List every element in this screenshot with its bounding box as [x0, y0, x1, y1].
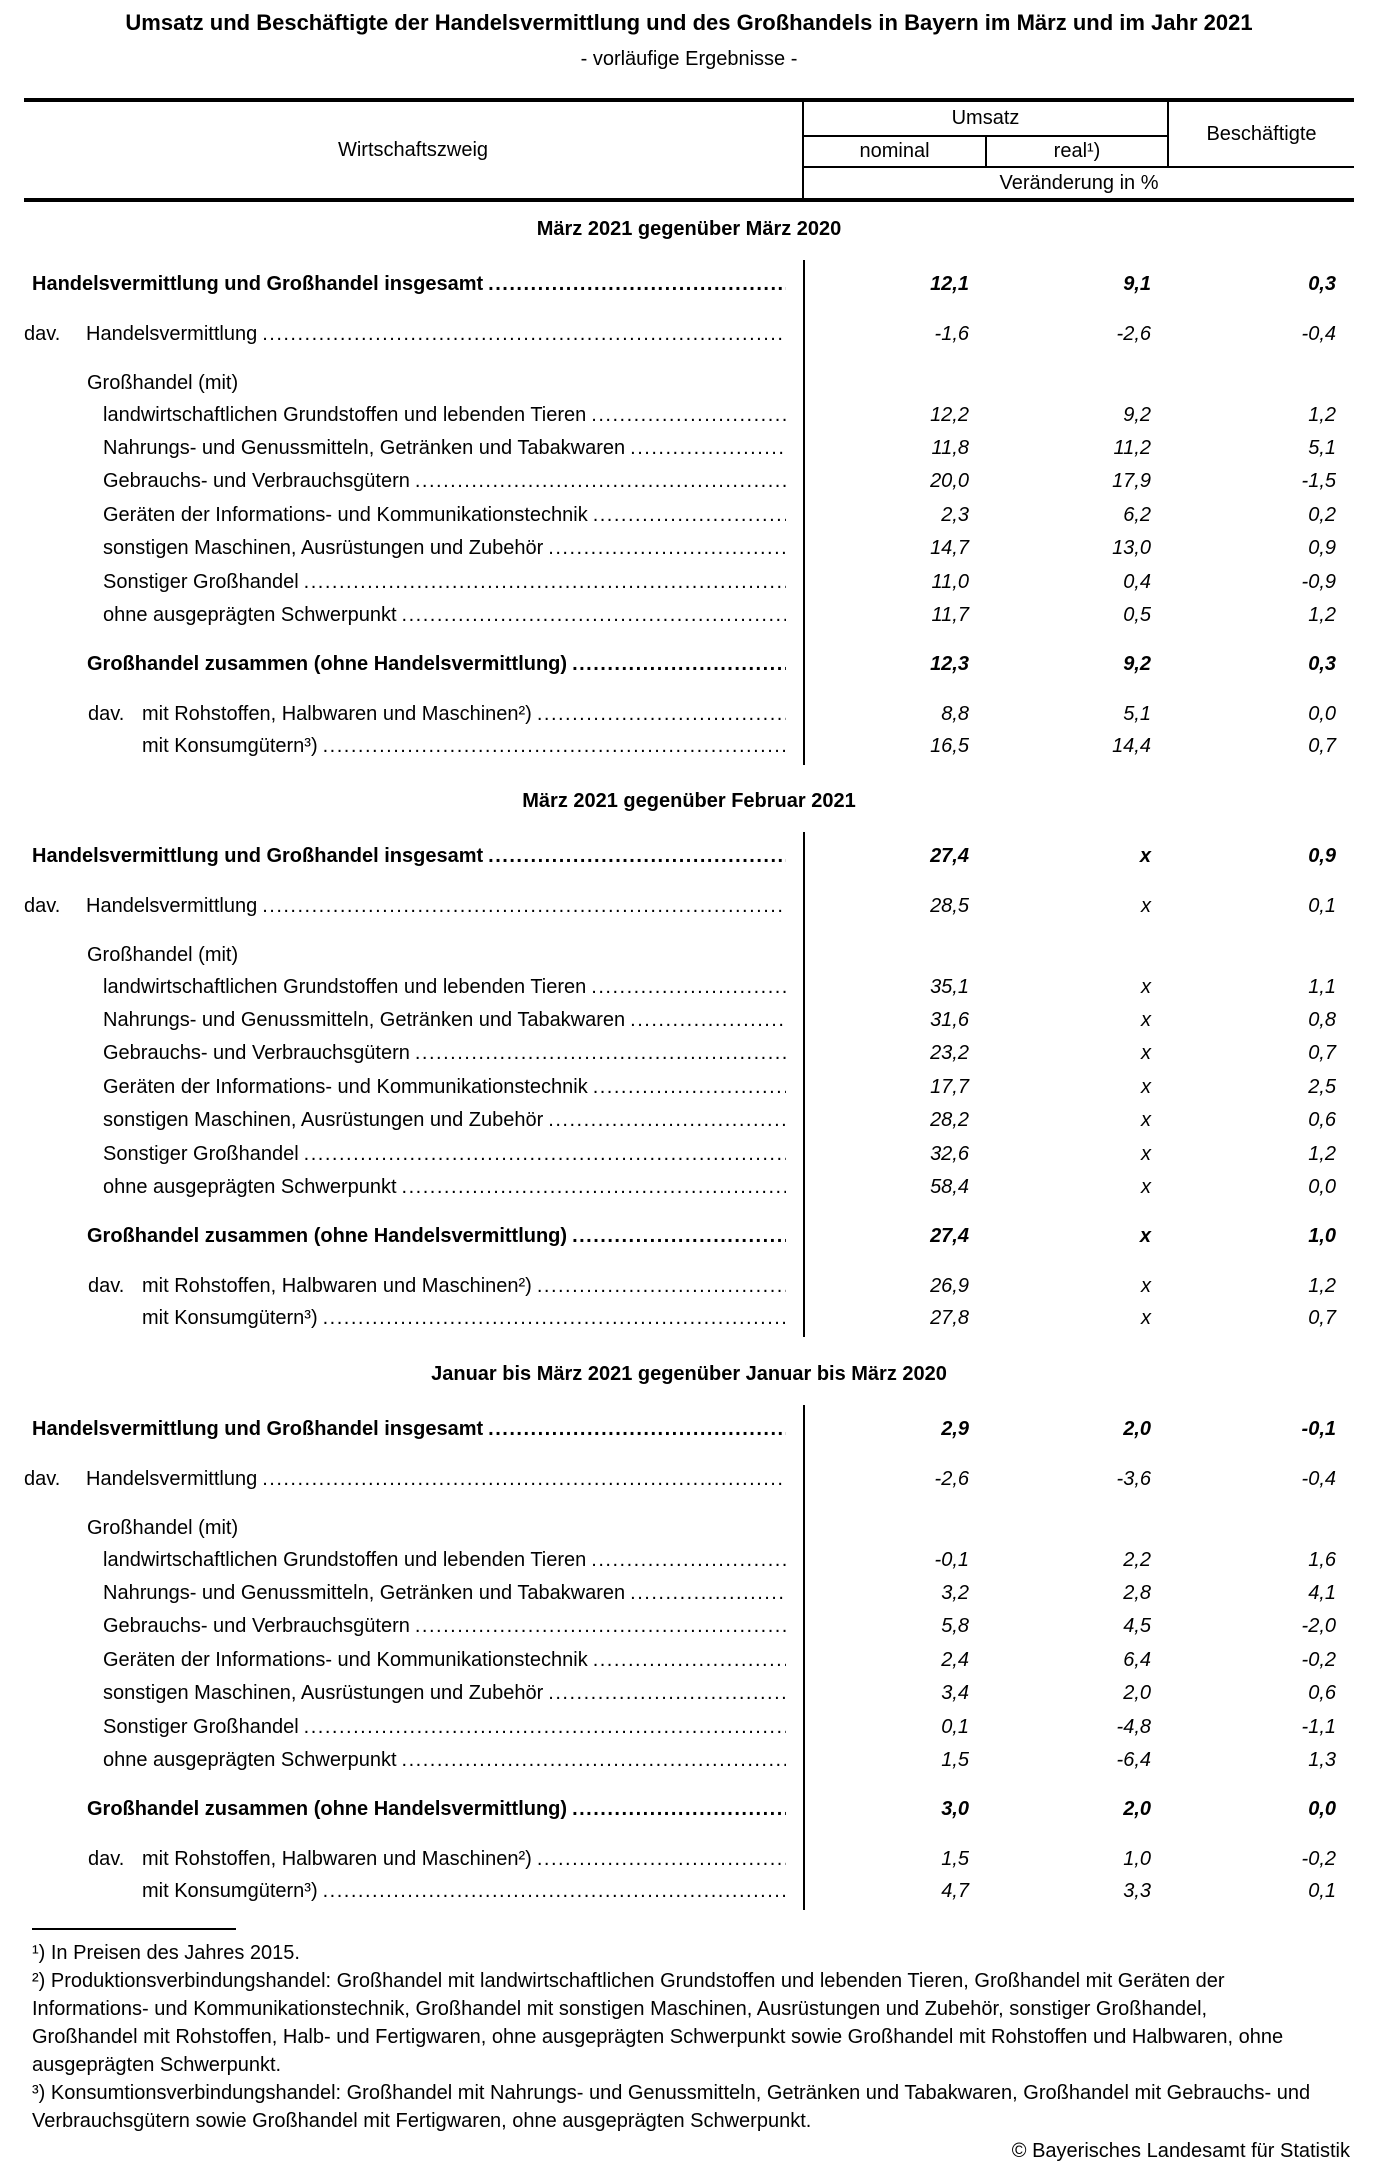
davon-marker: dav. [24, 323, 61, 345]
value-nominal: 20,0 [930, 470, 969, 492]
value-beschaeftigte: 1,3 [1308, 1749, 1336, 1771]
footnote-2-line-2: Informations- und Kommunikationstechnik, Großhandel mit sonstigen Maschinen, Ausrüstungen und Zubehör, sonstiger Großhandel, [32, 1998, 1208, 2020]
row-label: sonstigen Maschinen, Ausrüstungen und Zubehör [103, 1109, 544, 1131]
row-label: Handelsvermittlung [86, 323, 258, 345]
dot-leader [262, 321, 786, 347]
value-beschaeftigte: 1,2 [1308, 1275, 1336, 1297]
table-row-landwirtschaft [24, 974, 1354, 1000]
value-real: 1,0 [1123, 1848, 1151, 1870]
dot-leader [572, 1223, 786, 1249]
table-row-ohne-schwerpunkt [24, 1174, 1354, 1200]
value-nominal: 11,0 [931, 571, 969, 593]
table-row-grosshandel-mit [24, 942, 1354, 968]
value-real: 14,4 [1112, 735, 1151, 757]
value-real: 9,1 [1123, 273, 1151, 295]
value-beschaeftigte: 0,0 [1308, 703, 1336, 725]
table-row-nahrung [24, 1007, 1354, 1033]
value-real: x [1141, 1307, 1151, 1329]
table-row-landwirtschaft [24, 402, 1354, 428]
dot-leader [537, 701, 786, 727]
value-beschaeftigte: 2,5 [1308, 1076, 1336, 1098]
value-real: x [1141, 1042, 1151, 1064]
value-nominal: 27,4 [930, 1225, 969, 1247]
dot-leader [304, 1714, 786, 1740]
value-beschaeftigte: -0,4 [1301, 1468, 1336, 1490]
value-real: 6,2 [1123, 504, 1151, 526]
copyright-notice: © Bayerisches Landesamt für Statistik [1011, 2140, 1350, 2162]
footnote-2-line-3: Großhandel mit Rohstoffen, Halb- und Fertigwaren, ohne ausgeprägten Schwerpunkt sowie Großhandel mit Rohstoffen und Halbwaren, ohne [32, 2026, 1284, 2048]
table-row-ohne-schwerpunkt [24, 1747, 1354, 1773]
value-real: 11,2 [1113, 437, 1151, 459]
table-row-total [24, 271, 1354, 297]
row-label: mit Rohstoffen, Halbwaren und Maschinen²) [142, 703, 532, 725]
value-beschaeftigte: -1,5 [1301, 470, 1336, 492]
value-beschaeftigte: 1,0 [1308, 1225, 1336, 1247]
table-row-gebrauchsgueter [24, 1040, 1354, 1066]
row-label: Geräten der Informations- und Kommunikationstechnik [103, 1076, 588, 1098]
dot-leader [548, 1680, 786, 1706]
footnote-2-line-4: ausgeprägten Schwerpunkt. [32, 2054, 282, 2076]
value-real: x [1139, 845, 1151, 867]
dot-leader [548, 1107, 786, 1133]
value-real: 17,9 [1112, 470, 1151, 492]
value-nominal: -2,6 [934, 1468, 969, 1490]
dot-leader [488, 1416, 786, 1442]
value-nominal: 11,8 [931, 437, 969, 459]
row-label: ohne ausgeprägten Schwerpunkt [103, 604, 397, 626]
row-label: mit Rohstoffen, Halbwaren und Maschinen²) [142, 1275, 532, 1297]
value-beschaeftigte: -0,1 [1301, 1418, 1336, 1440]
value-nominal: 16,5 [930, 735, 969, 757]
value-beschaeftigte: 1,2 [1308, 604, 1336, 626]
value-nominal: 26,9 [930, 1275, 969, 1297]
value-nominal: -1,6 [934, 323, 969, 345]
row-label: mit Konsumgütern³) [142, 735, 318, 757]
row-label: Nahrungs- und Genussmitteln, Getränken und Tabakwaren [103, 1009, 626, 1031]
section-maerz-vs-februar-2021 [24, 790, 1354, 1335]
value-beschaeftigte: 0,7 [1308, 735, 1336, 757]
dot-leader [537, 1846, 786, 1872]
value-beschaeftigte: -0,2 [1301, 1848, 1336, 1870]
value-real: x [1141, 1009, 1151, 1031]
dot-leader [593, 1647, 786, 1673]
value-nominal: 2,3 [941, 504, 969, 526]
row-label: mit Rohstoffen, Halbwaren und Maschinen²) [142, 1848, 532, 1870]
value-nominal: 27,4 [930, 845, 969, 867]
value-nominal: 4,7 [941, 1880, 969, 1902]
value-beschaeftigte: 1,2 [1308, 1143, 1336, 1165]
section-maerz-vs-maerz-2020 [24, 218, 1354, 763]
value-nominal: 28,5 [930, 895, 969, 917]
value-beschaeftigte: 0,9 [1308, 537, 1336, 559]
value-nominal: 5,8 [941, 1615, 969, 1637]
value-real: 2,0 [1123, 1682, 1151, 1704]
value-real: x [1141, 1076, 1151, 1098]
table-row-konsumgueter [24, 1305, 1354, 1331]
row-label: Gebrauchs- und Verbrauchsgütern [103, 1615, 410, 1637]
row-label: mit Konsumgütern³) [142, 1880, 318, 1902]
row-label: Geräten der Informations- und Kommunikationstechnik [103, 504, 588, 526]
dot-leader [630, 1007, 786, 1033]
footnote-3-line-2: Verbrauchsgütern sowie Großhandel mit Fertigwaren, ohne ausgeprägten Schwerpunkt. [32, 2110, 812, 2132]
dot-leader [591, 974, 786, 1000]
dot-leader [593, 1074, 786, 1100]
page-subtitle: - vorläufige Ergebnisse - [580, 48, 798, 70]
value-beschaeftigte: -0,9 [1301, 571, 1336, 593]
value-beschaeftigte: 0,6 [1308, 1682, 1336, 1704]
row-label: Handelsvermittlung [86, 1468, 258, 1490]
value-nominal: 31,6 [930, 1009, 969, 1031]
value-beschaeftigte: 0,3 [1308, 653, 1336, 675]
dot-leader [402, 602, 786, 628]
dot-leader [304, 569, 786, 595]
footnotes [32, 1939, 1352, 2135]
row-label: sonstigen Maschinen, Ausrüstungen und Zubehör [103, 537, 544, 559]
davon-marker: dav. [88, 1275, 125, 1297]
table-row-rohstoffe [24, 1846, 1354, 1872]
footnote-2-line-1: ²) Produktionsverbindungshandel: Großhandel mit landwirtschaftlichen Grundstoffen und lebenden Tieren, Großhandel mit Geräten der [32, 1970, 1225, 1992]
value-beschaeftigte: 0,7 [1308, 1042, 1336, 1064]
value-nominal: 3,0 [941, 1798, 969, 1820]
section-jan-maerz-2021-vs-2020 [24, 1363, 1354, 1908]
value-real: x [1141, 1176, 1151, 1198]
row-label: Gebrauchs- und Verbrauchsgütern [103, 1042, 410, 1064]
row-label: Großhandel zusammen (ohne Handelsvermittlung) [87, 653, 568, 675]
value-nominal: 35,1 [930, 976, 969, 998]
dot-leader [415, 1040, 786, 1066]
value-real: -3,6 [1116, 1468, 1151, 1490]
row-label: Nahrungs- und Genussmitteln, Getränken und Tabakwaren [103, 437, 626, 459]
dot-leader [402, 1747, 786, 1773]
table-row-konsumgueter [24, 1878, 1354, 1904]
value-nominal: 8,8 [941, 703, 969, 725]
dot-leader [488, 271, 786, 297]
table-row-ikt [24, 1074, 1354, 1100]
table-row-total [24, 1416, 1354, 1442]
row-label: sonstigen Maschinen, Ausrüstungen und Zubehör [103, 1682, 544, 1704]
table-row-nahrung [24, 435, 1354, 461]
row-label: Handelsvermittlung und Großhandel insgesamt [32, 1418, 484, 1440]
row-label: Handelsvermittlung und Großhandel insgesamt [32, 273, 484, 295]
dot-leader [262, 1466, 786, 1492]
row-label: Nahrungs- und Genussmitteln, Getränken und Tabakwaren [103, 1582, 626, 1604]
value-beschaeftigte: -0,4 [1301, 323, 1336, 345]
col-header-wirtschaftszweig: Wirtschaftszweig [24, 102, 804, 198]
dot-leader [630, 1580, 786, 1606]
value-nominal: 14,7 [930, 537, 969, 559]
row-label: Sonstiger Großhandel [103, 1143, 299, 1165]
col-header-veraenderung: Veränderung in % [999, 171, 1159, 194]
table-row-konsumgueter [24, 733, 1354, 759]
row-label: Großhandel zusammen (ohne Handelsvermittlung) [87, 1798, 568, 1820]
table-row-handelsvermittlung [24, 1466, 1354, 1492]
section-title: März 2021 gegenüber Februar 2021 [522, 790, 856, 812]
value-nominal: 12,2 [930, 404, 969, 426]
col-header-nominal: nominal [804, 137, 987, 168]
table-row-sonstiger [24, 1714, 1354, 1740]
value-nominal: 3,4 [941, 1682, 969, 1704]
value-real: x [1141, 976, 1151, 998]
table-row-ohne-schwerpunkt [24, 602, 1354, 628]
page-title: Umsatz und Beschäftigte der Handelsvermittlung und des Großhandels in Bayern im März und im Jahr 2021 [125, 10, 1253, 35]
row-label: landwirtschaftlichen Grundstoffen und lebenden Tieren [103, 976, 587, 998]
value-nominal: 23,2 [930, 1042, 969, 1064]
value-nominal: 0,1 [941, 1716, 969, 1738]
value-real: x [1141, 1275, 1151, 1297]
dot-leader [537, 1273, 786, 1299]
value-real: 4,5 [1123, 1615, 1151, 1637]
row-label: Großhandel zusammen (ohne Handelsvermittlung) [87, 1225, 568, 1247]
dot-leader [593, 502, 786, 528]
value-real: x [1141, 1109, 1151, 1131]
row-label: Großhandel (mit) [87, 944, 239, 966]
dot-leader [488, 843, 786, 869]
value-real: -2,6 [1116, 323, 1151, 345]
row-label: mit Konsumgütern³) [142, 1307, 318, 1329]
row-label: Sonstiger Großhandel [103, 571, 299, 593]
dot-leader [591, 1547, 786, 1573]
row-label: ohne ausgeprägten Schwerpunkt [103, 1176, 397, 1198]
value-real: x [1141, 895, 1151, 917]
dot-leader [304, 1141, 786, 1167]
table-row-landwirtschaft [24, 1547, 1354, 1573]
dot-leader [572, 651, 786, 677]
dot-leader [548, 535, 786, 561]
value-real: 13,0 [1112, 537, 1151, 559]
value-real: 2,8 [1123, 1582, 1151, 1604]
table-row-rohstoffe [24, 701, 1354, 727]
section-title: Januar bis März 2021 gegenüber Januar bis März 2020 [431, 1363, 947, 1385]
table-row-maschinen [24, 1107, 1354, 1133]
value-beschaeftigte: 0,0 [1308, 1176, 1336, 1198]
value-real: -6,4 [1116, 1749, 1151, 1771]
table-row-grosshandel-mit [24, 1515, 1354, 1541]
dot-leader [262, 893, 786, 919]
value-beschaeftigte: 5,1 [1308, 437, 1336, 459]
col-header-real: real¹) [987, 137, 1169, 168]
value-real: -4,8 [1116, 1716, 1151, 1738]
dot-leader [415, 468, 786, 494]
dot-leader [572, 1796, 786, 1822]
value-nominal: 1,5 [941, 1848, 969, 1870]
table-header [24, 98, 1354, 202]
table-row-gebrauchsgueter [24, 468, 1354, 494]
value-beschaeftigte: 1,2 [1308, 404, 1336, 426]
table-row-sonstiger [24, 569, 1354, 595]
value-nominal: 1,5 [941, 1749, 969, 1771]
value-nominal: 32,6 [930, 1143, 969, 1165]
table-row-zusammen [24, 1796, 1354, 1822]
value-beschaeftigte: 0,9 [1308, 845, 1336, 867]
value-beschaeftigte: -0,2 [1301, 1649, 1336, 1671]
table-row-handelsvermittlung [24, 321, 1354, 347]
davon-marker: dav. [24, 895, 61, 917]
value-nominal: 12,3 [930, 653, 969, 675]
table-row-gebrauchsgueter [24, 1613, 1354, 1639]
davon-marker: dav. [88, 1848, 125, 1870]
value-nominal: 12,1 [930, 273, 969, 295]
value-nominal: 27,8 [930, 1307, 969, 1329]
col-header-beschaeftigte: Beschäftigte [1169, 102, 1354, 168]
dot-leader [323, 733, 786, 759]
value-real: 9,2 [1123, 404, 1151, 426]
dot-leader [630, 435, 786, 461]
table-row-zusammen [24, 1223, 1354, 1249]
dot-leader [402, 1174, 786, 1200]
section-title: März 2021 gegenüber März 2020 [536, 218, 842, 240]
value-beschaeftigte: 0,3 [1308, 273, 1336, 295]
row-label: Geräten der Informations- und Kommunikationstechnik [103, 1649, 588, 1671]
value-nominal: -0,1 [934, 1549, 969, 1571]
table-row-rohstoffe [24, 1273, 1354, 1299]
row-label: Sonstiger Großhandel [103, 1716, 299, 1738]
value-beschaeftigte: 0,6 [1308, 1109, 1336, 1131]
row-label: ohne ausgeprägten Schwerpunkt [103, 1749, 397, 1771]
value-real: 3,3 [1123, 1880, 1151, 1902]
table-row-handelsvermittlung [24, 893, 1354, 919]
value-nominal: 58,4 [930, 1176, 969, 1198]
table-row-ikt [24, 502, 1354, 528]
value-beschaeftigte: 0,2 [1308, 504, 1336, 526]
table-row-maschinen [24, 1680, 1354, 1706]
value-nominal: 3,2 [941, 1582, 969, 1604]
value-nominal: 2,4 [941, 1649, 969, 1671]
value-beschaeftigte: 0,1 [1308, 895, 1336, 917]
value-nominal: 17,7 [930, 1076, 969, 1098]
value-real: 6,4 [1123, 1649, 1151, 1671]
dot-leader [323, 1305, 786, 1331]
dot-leader [415, 1613, 786, 1639]
table-row-total [24, 843, 1354, 869]
table-row-ikt [24, 1647, 1354, 1673]
col-header-umsatz: Umsatz [804, 102, 1169, 137]
value-real: 2,2 [1123, 1549, 1151, 1571]
row-label: landwirtschaftlichen Grundstoffen und lebenden Tieren [103, 404, 587, 426]
davon-marker: dav. [88, 703, 125, 725]
table-row-sonstiger [24, 1141, 1354, 1167]
table-row-grosshandel-mit [24, 370, 1354, 396]
value-real: 2,0 [1123, 1798, 1151, 1820]
dot-leader [323, 1878, 786, 1904]
row-label: Handelsvermittlung und Großhandel insgesamt [32, 845, 484, 867]
value-beschaeftigte: -2,0 [1301, 1615, 1336, 1637]
value-real: 0,4 [1123, 571, 1151, 593]
value-beschaeftigte: 0,8 [1308, 1009, 1336, 1031]
value-beschaeftigte: 1,1 [1308, 976, 1336, 998]
value-nominal: 11,7 [931, 604, 969, 626]
row-label: Gebrauchs- und Verbrauchsgütern [103, 470, 410, 492]
value-beschaeftigte: 0,7 [1308, 1307, 1336, 1329]
table-row-maschinen [24, 535, 1354, 561]
row-label: Großhandel (mit) [87, 372, 239, 394]
row-label: Großhandel (mit) [87, 1517, 239, 1539]
value-real: 0,5 [1123, 604, 1151, 626]
row-label: Handelsvermittlung [86, 895, 258, 917]
value-real: 9,2 [1123, 653, 1151, 675]
value-nominal: 2,9 [941, 1418, 969, 1440]
value-beschaeftigte: -1,1 [1301, 1716, 1336, 1738]
footnote-1: ¹) In Preisen des Jahres 2015. [32, 1942, 300, 1964]
davon-marker: dav. [24, 1468, 61, 1490]
value-beschaeftigte: 1,6 [1308, 1549, 1336, 1571]
value-real: 2,0 [1123, 1418, 1151, 1440]
value-beschaeftigte: 0,1 [1308, 1880, 1336, 1902]
table-row-zusammen [24, 651, 1354, 677]
footnote-3-line-1: ³) Konsumtionsverbindungshandel: Großhandel mit Nahrungs- und Genussmitteln, Getränken und Tabakwaren, Großhandel mit Gebrauchs- und [32, 2082, 1311, 2104]
value-beschaeftigte: 0,0 [1308, 1798, 1336, 1820]
value-real: 5,1 [1123, 703, 1151, 725]
value-beschaeftigte: 4,1 [1308, 1582, 1336, 1604]
value-real: x [1141, 1143, 1151, 1165]
dot-leader [591, 402, 786, 428]
value-real: x [1139, 1225, 1151, 1247]
footnote-divider [32, 1928, 236, 1930]
table-row-nahrung [24, 1580, 1354, 1606]
row-label: landwirtschaftlichen Grundstoffen und lebenden Tieren [103, 1549, 587, 1571]
value-nominal: 28,2 [930, 1109, 969, 1131]
